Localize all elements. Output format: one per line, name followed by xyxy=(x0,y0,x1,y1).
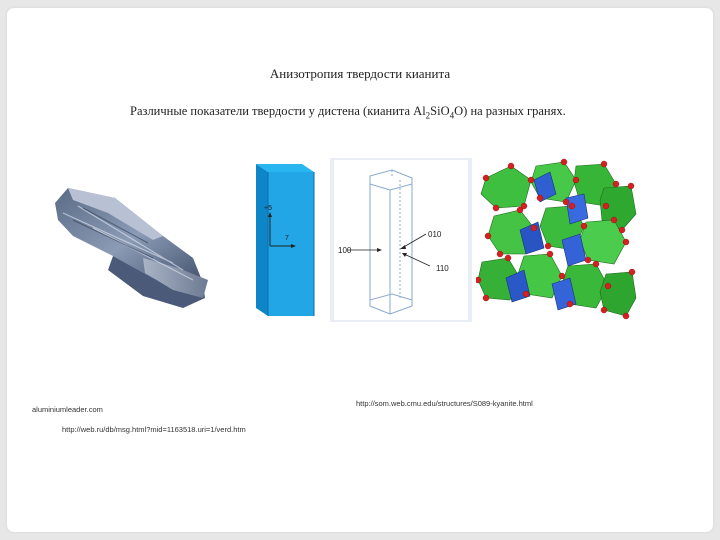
label-110: 110 xyxy=(436,264,449,273)
axis-right-label: 7 xyxy=(285,235,289,242)
crystal-face-diagram xyxy=(330,158,472,322)
label-010: 010 xyxy=(428,230,442,239)
slide-title: Анизотропия твердости кианита xyxy=(269,66,451,81)
slide-subtitle: Различные показатели твердости у дистена (кианита $Al_2SiO_4O$) на разных гранях. xyxy=(130,104,566,121)
source-caption-1: aluminiumleader.com xyxy=(32,405,103,414)
axis-top-label: +5 xyxy=(264,205,272,212)
blue-prism-figure xyxy=(230,158,328,322)
kyanite-structure-model xyxy=(476,158,638,322)
source-caption-3: http://som.web.cmu.edu/structures/S089-kyanite.html xyxy=(356,399,533,408)
label-100: 100 xyxy=(338,246,352,255)
source-caption-2: http://web.ru/db/msg.html?mid=1163518.uri=1/verd.htm xyxy=(62,425,246,434)
kyanite-crystal-photo xyxy=(53,158,211,313)
